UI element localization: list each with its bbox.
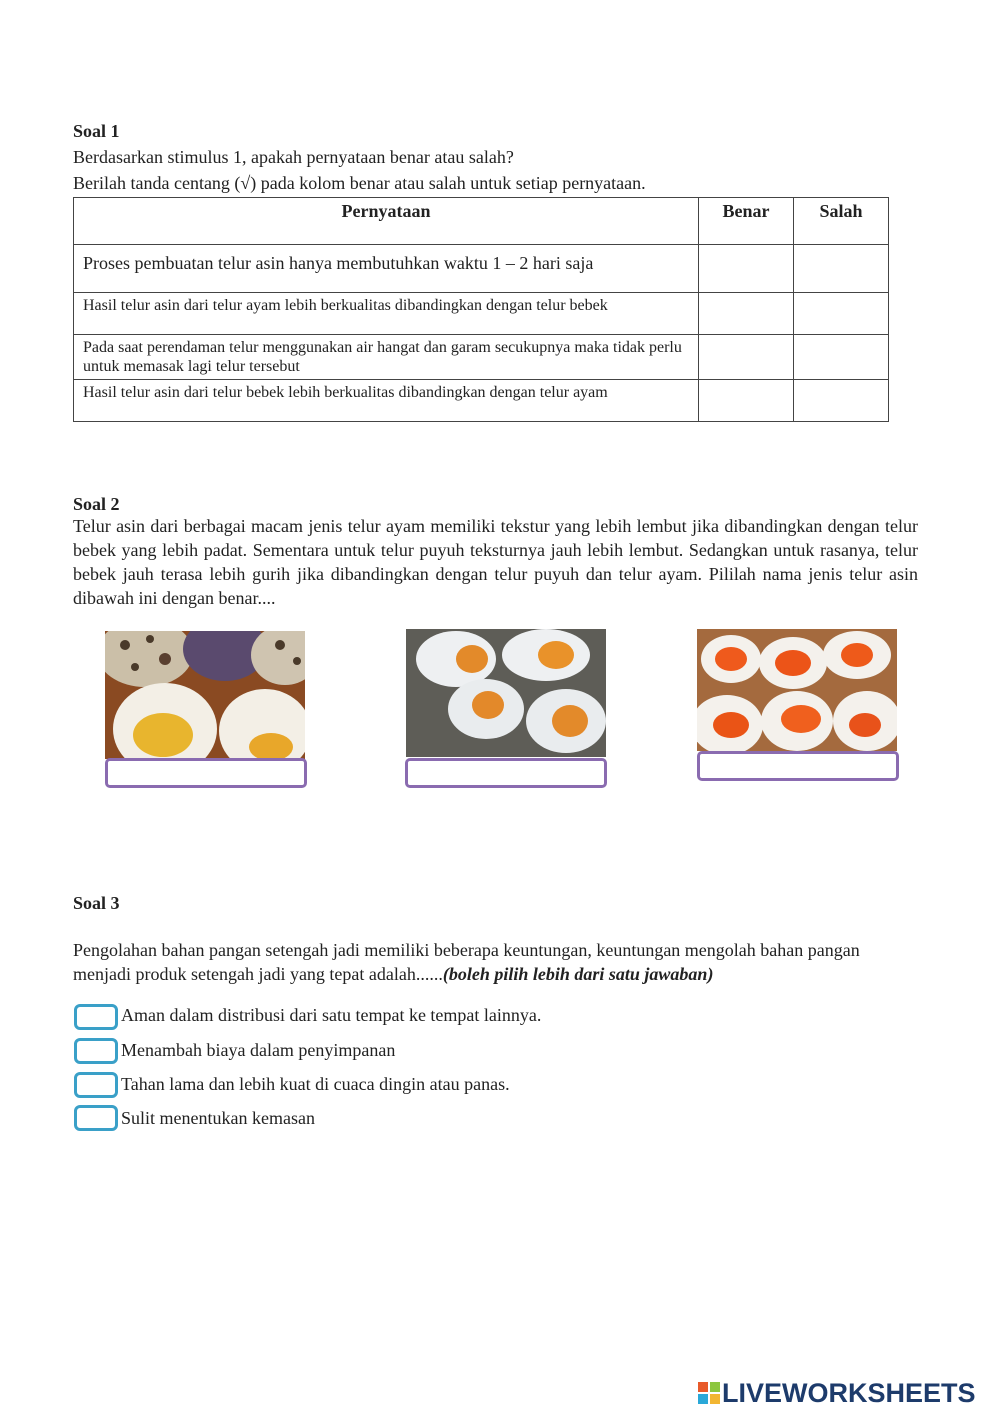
option-label-1: Aman dalam distribusi dari satu tempat ke tempat lainnya. xyxy=(121,1005,542,1025)
soal3-question-text: Pengolahan bahan pangan setengah jadi memiliki beberapa keuntungan, keuntungan mengolah bahan pangan menjadi produk setengah jadi yang tepat adalah...... xyxy=(73,940,860,984)
liveworksheets-logo xyxy=(698,1378,976,1409)
duck-egg-photo xyxy=(697,629,897,751)
option-checkbox-3[interactable] xyxy=(74,1072,118,1098)
benar-cell-3[interactable] xyxy=(699,335,794,380)
option-checkbox-4[interactable] xyxy=(74,1105,118,1131)
option-label-2: Menambah biaya dalam penyimpanan xyxy=(121,1040,396,1060)
answer-input-1[interactable] xyxy=(105,758,307,788)
soal2-heading: Soal 2 xyxy=(73,494,120,514)
table-header-row xyxy=(74,198,889,245)
salah-cell-4[interactable] xyxy=(794,380,889,422)
statement-2: Hasil telur asin dari telur ayam lebih berkualitas dibandingkan dengan telur bebek xyxy=(74,293,699,335)
soal3-heading: Soal 3 xyxy=(73,893,120,913)
salah-cell-2[interactable] xyxy=(794,293,889,335)
logo-icon xyxy=(698,1380,720,1402)
header-salah: Salah xyxy=(794,198,889,245)
chicken-egg-photo xyxy=(406,629,606,757)
benar-cell-1[interactable] xyxy=(699,245,794,293)
statement-table xyxy=(73,197,889,422)
answer-input-2[interactable] xyxy=(405,758,607,788)
soal3-question xyxy=(73,938,903,986)
table-row xyxy=(74,380,889,422)
benar-cell-2[interactable] xyxy=(699,293,794,335)
soal1-instruction-2: Berilah tanda centang (√) pada kolom benar atau salah untuk setiap pernyataan. xyxy=(73,173,646,193)
salah-cell-3[interactable] xyxy=(794,335,889,380)
option-label-4: Sulit menentukan kemasan xyxy=(121,1108,315,1128)
quail-egg-photo xyxy=(105,631,305,759)
soal3-hint: (boleh pilih lebih dari satu jawaban) xyxy=(442,964,714,984)
option-label-3: Tahan lama dan lebih kuat di cuaca dingin atau panas. xyxy=(121,1074,510,1094)
salah-cell-1[interactable] xyxy=(794,245,889,293)
benar-cell-4[interactable] xyxy=(699,380,794,422)
answer-input-3[interactable] xyxy=(697,751,899,781)
header-benar: Benar xyxy=(699,198,794,245)
logo-text: LIVEWORKSHEETS xyxy=(722,1378,976,1408)
statement-3: Pada saat perendaman telur menggunakan air hangat dan garam secukupnya maka tidak perlu untuk memasak lagi telur tersebut xyxy=(74,335,699,380)
table-row xyxy=(74,335,889,380)
statement-1: Proses pembuatan telur asin hanya membutuhkan waktu 1 – 2 hari saja xyxy=(74,245,699,293)
statement-4: Hasil telur asin dari telur bebek lebih berkualitas dibandingkan dengan telur ayam xyxy=(74,380,699,422)
table-row xyxy=(74,293,889,335)
header-pernyataan: Pernyataan xyxy=(74,198,699,245)
table-row xyxy=(74,245,889,293)
option-checkbox-2[interactable] xyxy=(74,1038,118,1064)
soal1-instruction-1: Berdasarkan stimulus 1, apakah pernyataan benar atau salah? xyxy=(73,147,514,167)
soal1-heading: Soal 1 xyxy=(73,121,120,141)
soal2-text: Telur asin dari berbagai macam jenis telur ayam memiliki tekstur yang lebih lembut jika dibandingkan dengan telur bebek yang lebih padat. Sementara untuk telur puyuh teksturnya jauh lebih lembut. Sedangkan untuk rasanya, telur bebek jauh terasa lebih gurih jika dibandingkan dengan telur puyuh dan telur ayam. Pililah nama jenis telur asin dibawah ini dengan benar.... xyxy=(73,516,918,608)
option-checkbox-1[interactable] xyxy=(74,1004,118,1030)
